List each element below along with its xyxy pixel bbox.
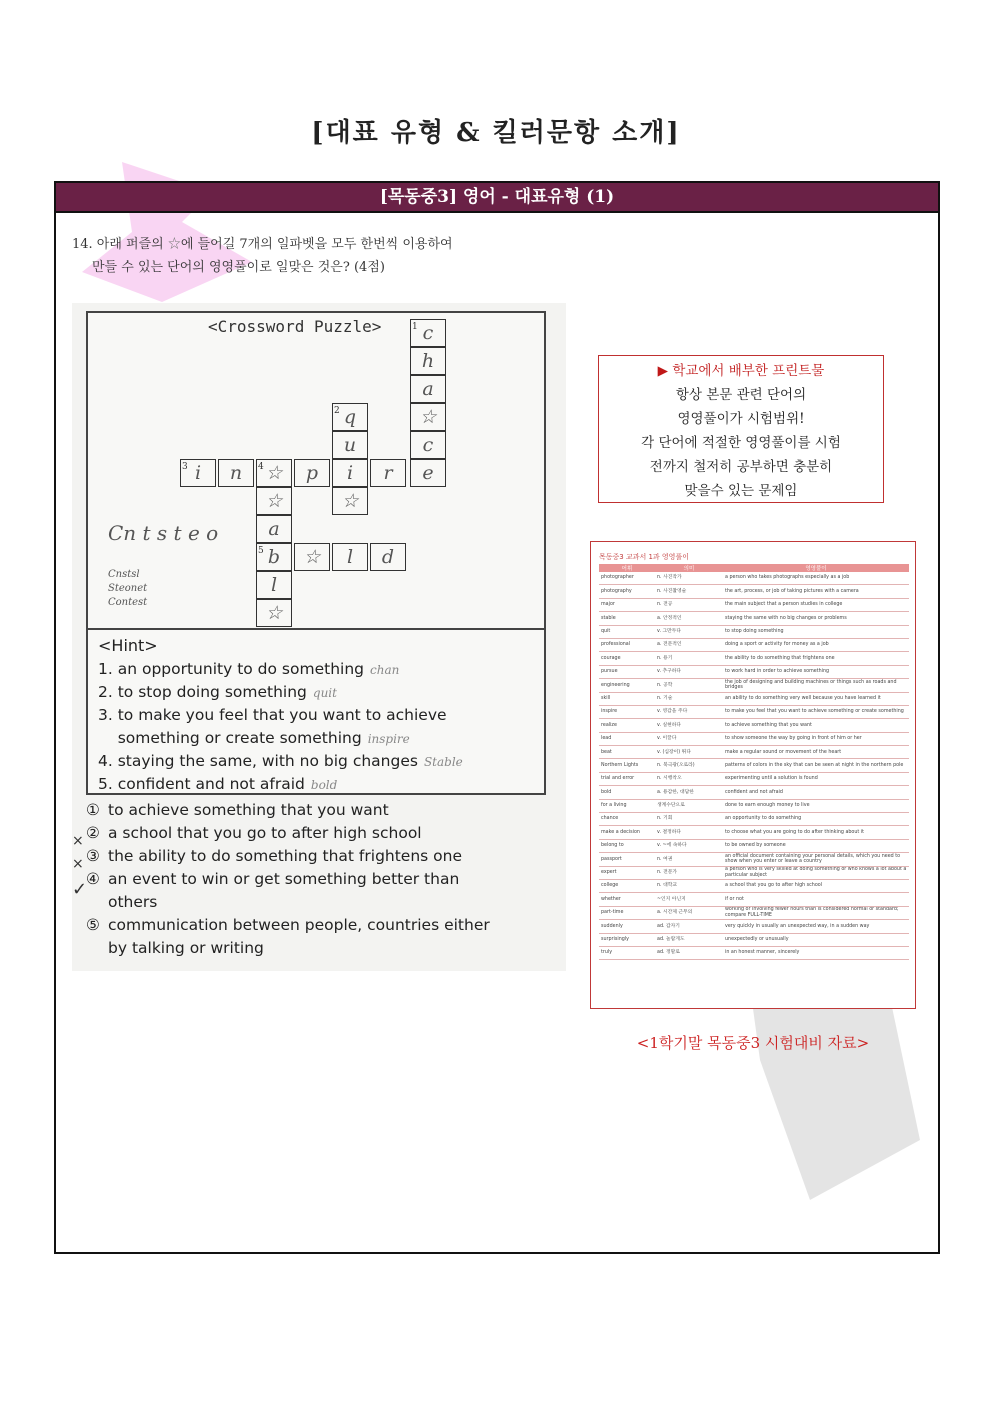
crossword-cell: l <box>256 571 292 599</box>
table-row <box>599 772 909 785</box>
table-cell: n. 북극광(오로라) <box>655 759 723 772</box>
hint-title: <Hint> <box>98 636 158 655</box>
table-cell: pursue <box>599 665 655 678</box>
table-row <box>599 665 909 678</box>
table-cell: n. 여권 <box>655 853 723 866</box>
table-cell: n. 전공 <box>655 598 723 611</box>
table-cell: for a living <box>599 799 655 812</box>
table-row <box>599 853 909 866</box>
table-cell: v. 추구하다 <box>655 665 723 678</box>
table-cell: to stop doing something <box>723 625 909 638</box>
notice-line: 항상 본문 관련 단어의 <box>675 387 807 403</box>
table-cell: the ability to do something that frightens one <box>723 652 909 665</box>
table-cell: trial and error <box>599 772 655 785</box>
table-cell: n. 사진촬영술 <box>655 585 723 598</box>
crossword-cell: l <box>332 543 368 571</box>
table-row <box>599 652 909 665</box>
crossword-cell: ☆ <box>410 403 446 431</box>
table-cell: ~인지 아닌지 <box>655 893 723 906</box>
scratch-letters: Cn t s t e o <box>108 521 219 545</box>
crossword-cell: i <box>332 459 368 487</box>
table-row <box>599 572 909 585</box>
table-cell: experimenting until a solution is found <box>723 772 909 785</box>
table-cell: n. 공학 <box>655 679 723 692</box>
table-cell: major <box>599 598 655 611</box>
notice-box <box>598 355 884 503</box>
table-row <box>599 625 909 638</box>
table-cell: stable <box>599 612 655 625</box>
notice-line: 각 단어에 적절한 영영풀이를 시험 <box>641 435 841 451</box>
table-row <box>599 826 909 839</box>
answer-option-3[interactable]: ③ the ability to do something that frightens one <box>86 847 463 865</box>
table-cell: a. 시간제 근무의 <box>655 906 723 919</box>
table-cell: make a regular sound or movement of the heart <box>723 746 909 759</box>
cross-mark-icon: × <box>72 856 84 872</box>
notice-line: 전까지 철저히 공부하면 충분히 <box>649 459 833 475</box>
table-cell: Northern Lights <box>599 759 655 772</box>
vocab-title: 목동중3 교과서 1과 영영풀이 <box>599 553 689 561</box>
table-cell: a person who takes photographs especially as a job <box>723 572 909 585</box>
vocab-header-cell: 의미 <box>655 564 723 572</box>
table-cell: to show someone the way by going in front of him or her <box>723 732 909 745</box>
crossword-cell: 1 c <box>410 319 446 347</box>
answer-option-4[interactable]: ④ an event to win or get something better than <box>86 870 460 888</box>
table-cell: n. 전문가 <box>655 866 723 879</box>
table-cell: n. 기술 <box>655 692 723 705</box>
hint-item: 3. to make you feel that you want to achieve <box>98 706 447 724</box>
section-header: [목동중3] 영어 - 대표유형 (1) <box>56 183 938 213</box>
table-row <box>599 638 909 651</box>
table-cell: part-time <box>599 906 655 919</box>
crossword-cell: 2 q <box>332 403 368 431</box>
table-cell: quit <box>599 625 655 638</box>
vocab-header-row <box>599 564 909 572</box>
vocab-caption: <1학기말 목동중3 시험대비 자료> <box>636 1034 870 1052</box>
table-cell: doing a sport or activity for money as a job <box>723 638 909 651</box>
table-cell: the main subject that a person studies in college <box>723 598 909 611</box>
scanned-puzzle-image <box>72 303 566 971</box>
table-cell: photographer <box>599 572 655 585</box>
crossword-cell: e <box>410 459 446 487</box>
table-cell: unexpectedly or unusually <box>723 933 909 946</box>
answer-option-1[interactable]: ① to achieve something that you want <box>86 801 389 819</box>
table-row <box>599 893 909 906</box>
table-cell: n. 기회 <box>655 813 723 826</box>
table-cell: v. 실현하다 <box>655 719 723 732</box>
crossword-cell: a <box>256 515 292 543</box>
table-row <box>599 585 909 598</box>
page-title: [대표 유형 & 킬러문항 소개] <box>311 118 681 148</box>
table-cell: realize <box>599 719 655 732</box>
answer-option-5-cont: by talking or writing <box>108 939 264 957</box>
hint-item: 2. to stop doing something quit <box>98 683 337 701</box>
answer-option-4-cont: others <box>108 893 158 911</box>
table-cell: v. ~에 속하다 <box>655 839 723 852</box>
table-cell: make a decision <box>599 826 655 839</box>
table-cell: an official document containing your personal details, which you need to show when you enter or leave a country <box>723 853 909 866</box>
table-cell: expert <box>599 866 655 879</box>
table-row <box>599 679 909 692</box>
table-cell: the job of designing and building machines or things such as roads and bridges <box>723 679 909 692</box>
notice-line: 영영풀이가 시험범위! <box>677 411 805 427</box>
table-row <box>599 746 909 759</box>
table-cell: an ability to do something very well because you have learned it <box>723 692 909 705</box>
table-cell: done to earn enough money to live <box>723 799 909 812</box>
table-cell: a. 전문적인 <box>655 638 723 651</box>
table-cell: courage <box>599 652 655 665</box>
table-cell: to work hard in order to achieve something <box>723 665 909 678</box>
table-cell: photography <box>599 585 655 598</box>
crossword-cell: a <box>410 375 446 403</box>
table-cell: college <box>599 879 655 892</box>
vocab-table-card <box>590 541 916 1009</box>
table-row <box>599 692 909 705</box>
hint-box <box>86 628 546 792</box>
table-row <box>599 786 909 799</box>
table-cell: n. 시행착오 <box>655 772 723 785</box>
check-mark-icon: ✓ <box>72 879 88 900</box>
question-text <box>72 233 453 279</box>
crossword-cell: ☆ <box>332 487 368 515</box>
table-cell: chance <box>599 813 655 826</box>
table-cell: truly <box>599 946 655 959</box>
hint-item: 1. an opportunity to do something chan <box>98 660 400 678</box>
question-line-2: 만들 수 있는 단어의 영영풀이로 일맞은 것은? (4점) <box>92 260 385 275</box>
answer-option-5[interactable]: ⑤ communication between people, countries either <box>86 916 490 934</box>
vocab-table <box>599 564 909 960</box>
table-cell: to achieve something that you want <box>723 719 909 732</box>
table-row <box>599 705 909 718</box>
crossword-cell: r <box>370 459 406 487</box>
scratch-note: Cnstsl <box>108 569 140 580</box>
table-cell: n. 대학교 <box>655 879 723 892</box>
table-cell: lead <box>599 732 655 745</box>
table-cell: v. 그만두다 <box>655 625 723 638</box>
crossword-cell: c <box>410 431 446 459</box>
crossword-cell: p <box>294 459 330 487</box>
crossword-cell: ☆ <box>256 487 292 515</box>
table-row <box>599 866 909 879</box>
scratch-note: Contest <box>108 597 148 608</box>
table-cell: working or involving fewer hours than is considered normal or standard; compare FULL-TIME <box>723 906 909 919</box>
table-cell: ad. 갑자기 <box>655 920 723 933</box>
table-row <box>599 839 909 852</box>
table-cell: a person who is very skilled at doing something or who knows a lot about a particular subject <box>723 866 909 879</box>
table-row <box>599 612 909 625</box>
table-cell: confident and not afraid <box>723 786 909 799</box>
question-line-1: 14. 아래 퍼즐의 ☆에 들어길 7개의 일파벳을 모두 한번씩 이용하여 <box>72 237 453 252</box>
table-cell: ad. 놀랍게도 <box>655 933 723 946</box>
crossword-cell: d <box>370 543 406 571</box>
table-cell: professional <box>599 638 655 651</box>
crossword-cell: ☆ <box>256 599 292 627</box>
table-cell: belong to <box>599 839 655 852</box>
table-cell: the art, process, or job of taking pictures with a camera <box>723 585 909 598</box>
table-cell: v. 영감을 주다 <box>655 705 723 718</box>
table-cell: ad. 정말로 <box>655 946 723 959</box>
table-cell: staying the same with no big changes or problems <box>723 612 909 625</box>
table-cell: bold <box>599 786 655 799</box>
table-row <box>599 598 909 611</box>
table-cell: an opportunity to do something <box>723 813 909 826</box>
table-row <box>599 920 909 933</box>
table-cell: suddenly <box>599 920 655 933</box>
table-cell: beat <box>599 746 655 759</box>
table-cell: a. 용감한, 대담한 <box>655 786 723 799</box>
table-cell: a school that you go to after high school <box>723 879 909 892</box>
crossword-cell: h <box>410 347 446 375</box>
table-cell: n. 사진작가 <box>655 572 723 585</box>
table-row <box>599 719 909 732</box>
table-cell: n. 용기 <box>655 652 723 665</box>
table-cell: to choose what you are going to do after thinking about it <box>723 826 909 839</box>
hint-item: 5. confident and not afraid bold <box>98 775 338 793</box>
hint-item: something or create something inspire <box>98 729 410 747</box>
table-cell: patterns of colors in the sky that can be seen at night in the northern pole <box>723 759 909 772</box>
table-row <box>599 946 909 959</box>
table-cell: skill <box>599 692 655 705</box>
vocab-header-cell: 어휘 <box>599 564 655 572</box>
answer-option-2[interactable]: ② a school that you go to after high school <box>86 824 422 842</box>
table-row <box>599 799 909 812</box>
table-cell: a. 안정적인 <box>655 612 723 625</box>
crossword-cell: 5 b <box>256 543 292 571</box>
table-cell: if or not <box>723 893 909 906</box>
crossword-cell: u <box>332 431 368 459</box>
notice-line: 맞을수 있는 문제임 <box>684 483 798 499</box>
table-cell: engineering <box>599 679 655 692</box>
crossword-cell: n <box>218 459 254 487</box>
table-cell: very quickly in usually an unexpected way, in a sudden way <box>723 920 909 933</box>
table-row <box>599 879 909 892</box>
table-cell: passport <box>599 853 655 866</box>
cross-mark-icon: × <box>72 833 84 849</box>
table-cell: in an honest manner, sincerely <box>723 946 909 959</box>
table-cell: 생계수단으로 <box>655 799 723 812</box>
table-cell: v. 이끌다 <box>655 732 723 745</box>
crossword-cell: ☆ <box>294 543 330 571</box>
table-cell: v. 결정하다 <box>655 826 723 839</box>
scratch-note: Steonet <box>108 583 148 594</box>
table-cell: surprisingly <box>599 933 655 946</box>
table-cell: to be owned by someone <box>723 839 909 852</box>
table-row <box>599 759 909 772</box>
table-cell: to make you feel that you want to achieve something or create something <box>723 705 909 718</box>
table-cell: inspire <box>599 705 655 718</box>
crossword-cell: 4 ☆ <box>256 459 292 487</box>
table-cell: v. (심장이) 뛰다 <box>655 746 723 759</box>
star-icon: ☆ <box>167 237 181 252</box>
crossword-cell: 3 i <box>180 459 216 487</box>
table-row <box>599 906 909 919</box>
vocab-header-cell: 영영풀이 <box>723 564 909 572</box>
table-row <box>599 813 909 826</box>
crossword-title: <Crossword Puzzle> <box>208 317 382 336</box>
table-cell: whether <box>599 893 655 906</box>
table-row <box>599 933 909 946</box>
hint-item: 4. staying the same, with no big changes Stable <box>98 752 463 770</box>
table-row <box>599 732 909 745</box>
notice-line: ▶ 학교에서 배부한 프린트물 <box>657 363 825 379</box>
